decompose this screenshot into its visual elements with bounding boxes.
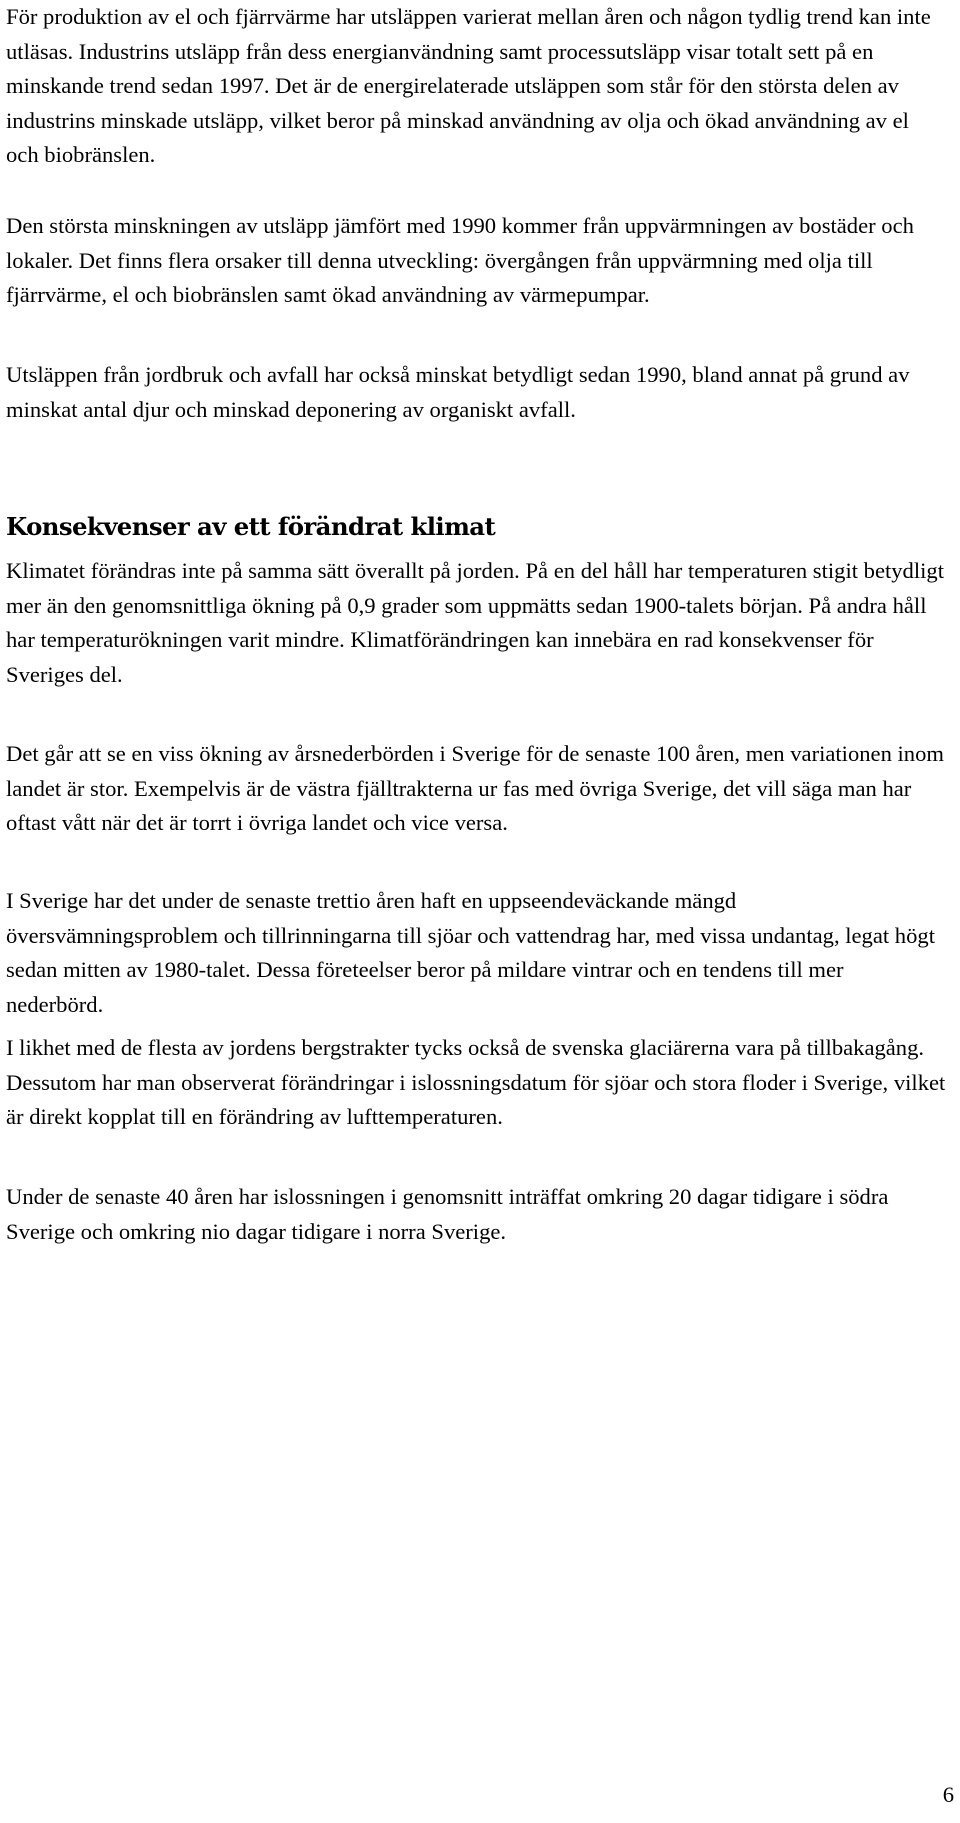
paragraph-heating: Den största minskningen av utsläpp jämfört med 1990 kommer från uppvärmningen av bostäder och lokaler. Det finns flera orsaker till denna utveckling: övergången från uppvärmning med olja till fjärrvärme, el och biobränslen samt ökad användning av värmepumpar. (6, 213, 914, 307)
paragraph-climate-change: Klimatet förändras inte på samma sätt överallt på jorden. På en del håll har temperaturen stigit betydligt mer än den genomsnittliga ökning på 0,9 grader som uppmätts sedan 1900-talets början. På andra håll har temperaturökningen varit mindre. Klimatförändringen kan innebära en rad konsekvenser för Sveriges del. (6, 558, 944, 687)
paragraph-precipitation: Det går att se en viss ökning av årsnederbörden i Sverige för de senaste 100 åren, men variationen inom landet är stor. Exempelvis är de västra fjälltrakterna ur fas med övriga Sverige, det vill säga man har oftast vått när det är torrt i övriga landet och vice versa. (6, 741, 944, 835)
paragraph-glaciers: I likhet med de flesta av jordens bergstrakter tycks också de svenska glaciärerna vara på tillbakagång. Dessutom har man observerat förändringar i islossningsdatum för sjöar och stora floder i Sverige, vilket är direkt kopplat till en förändring av lufttemperaturen. (6, 1035, 946, 1129)
page-number: 6 (942, 1782, 954, 1807)
paragraph-flooding: I Sverige har det under de senaste trettio åren haft en uppseendeväckande mängd översvämningsproblem och tillrinningarna till sjöar och vattendrag har, med vissa undantag, legat högt sedan mitten av 1980-talet. Dessa företeelser beror på mildare vintrar och en tendens till mer nederbörd. (6, 888, 935, 1017)
paragraph-ice-breakup: Under de senaste 40 åren har islossningen i genomsnitt inträffat omkring 20 dagar tidigare i södra Sverige och omkring nio dagar tidigare i norra Sverige. (6, 1184, 889, 1244)
section-heading: Konsekvenser av ett förändrat klimat (6, 512, 496, 541)
paragraph-agriculture-waste: Utsläppen från jordbruk och avfall har också minskat betydligt sedan 1990, bland annat på grund av minskat antal djur och minskad deponering av organiskt avfall. (6, 362, 910, 422)
paragraph-energy-industry: För produktion av el och fjärrvärme har utsläppen varierat mellan åren och någon tydlig trend kan inte utläsas. Industrins utsläpp från dess energianvändning samt processutsläpp visar totalt sett på en minskande trend sedan 1997. Det är de energirelaterade utsläppen som står för den största delen av industrins minskade utsläpp, vilket beror på minskad användning av olja och ökad användning av el och biobränslen. (6, 4, 931, 167)
